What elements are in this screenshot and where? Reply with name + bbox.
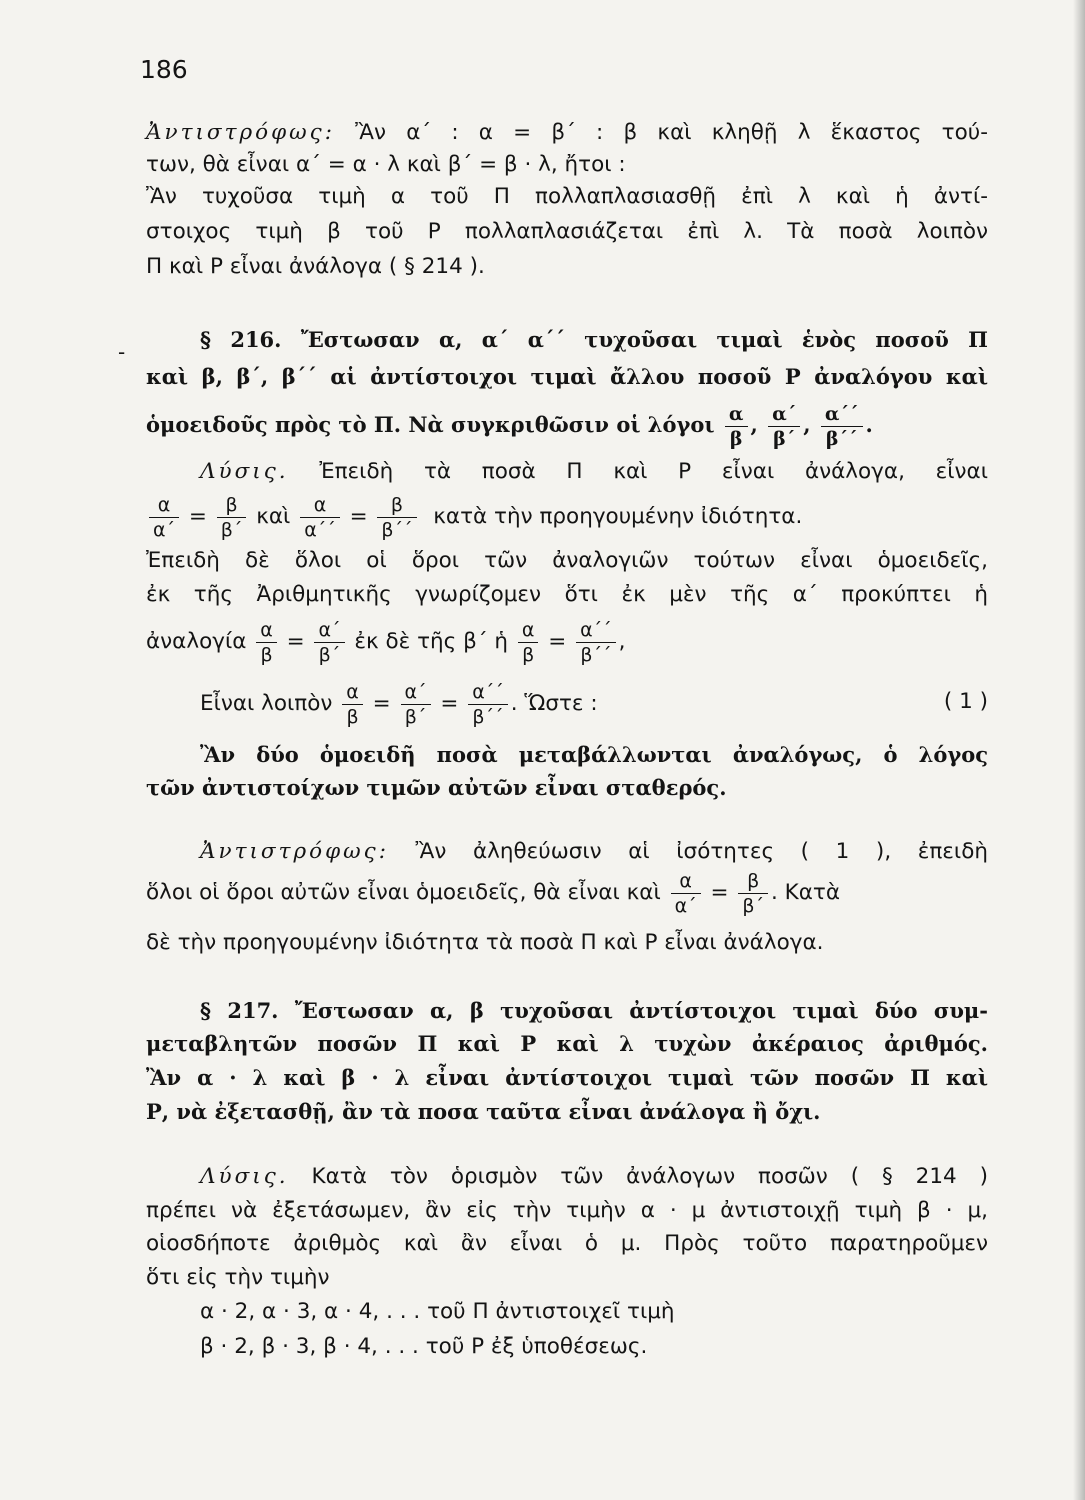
solution-2-line-3: οἱοσδήποτε ἀριθμὸς καὶ ἂν εἶναι ὁ μ. Πρὸς τοῦτο παρατηροῦμεν <box>146 1231 988 1256</box>
solution-1-line-5: ἀναλογία $\frac{\alpha}{\beta}$ = $\frac{\alpha΄}{\beta΄}$ ἐκ δὲ τῆς β΄ ἡ $\frac{\alpha}{\beta}$ = $\frac{\alpha΄΄}{\beta΄΄}$ , <box>146 618 626 666</box>
converse-label: Ἀντιστρόφως: <box>146 120 335 145</box>
solution-1-line-6: Εἶναι λοιπὸν $\frac{\alpha}{\beta}$ = $\frac{\alpha΄}{\beta΄}$ = $\frac{\alpha΄΄}{\beta΄΄}$ . Ὥστε : <box>200 680 598 728</box>
section-216-line-3: ὁμοειδοῦς πρὸς τὸ Π. Νὰ συγκριθῶσιν οἱ λόγοι $\frac{\alpha}{\beta}$ , $\frac{\alpha΄}{\beta΄}$ , $\frac{\alpha΄΄}{\beta΄΄}$ . <box>146 403 873 450</box>
section-217-line-3: Ἂν α · λ καὶ β · λ εἶναι ἀντίστοιχοι τιμαὶ τῶν ποσῶν Π καὶ <box>146 1065 988 1090</box>
rule-line-2: τῶν ἀντιστοίχων τιμῶν αὐτῶν εἶναι σταθερός. <box>146 775 727 800</box>
fraction: $\frac{\alpha΄΄}{\beta΄΄}$ <box>468 680 508 729</box>
rule-line-1: Ἂν δύο ὁμοειδῆ ποσὰ μεταβάλλωνται ἀναλόγως, ὁ λόγος <box>200 742 988 767</box>
page-edge-shadow <box>1073 0 1085 1500</box>
converse-1-line-5: Π καὶ Ρ εἶναι ἀνάλογα ( § 214 ). <box>146 254 485 279</box>
solution-2-line-6: β · 2, β · 3, β · 4, . . . τοῦ Ρ ἐξ ὑποθέσεως. <box>200 1334 648 1359</box>
fraction: $\frac{\alpha}{\alpha΄΄}$ <box>300 493 340 542</box>
fraction: $\frac{\alpha}{\beta}$ <box>518 618 539 667</box>
ratio-alpha1-beta1: $\frac{\alpha΄}{\beta΄}$ <box>768 402 800 451</box>
section-217-line-4: Ρ, νὰ ἐξετασθῇ, ἂν τὰ ποσα ταῦτα εἶναι ἀνάλογα ἢ ὄχι. <box>146 1099 821 1124</box>
fraction: $\frac{\alpha}{\beta}$ <box>342 680 363 729</box>
equation-ref-1: ( 1 ) <box>943 689 988 714</box>
converse-1-line-4: στοιχος τιμὴ β τοῦ Ρ πολλαπλασιάζεται ἐπὶ λ. Τὰ ποσὰ λοιπὸν <box>146 219 988 244</box>
solution-1-line-4: ἐκ τῆς Ἀριθμητικῆς γνωρίζομεν ὅτι ἐκ μὲν τῆς α΄ προκύπτει ἡ <box>146 582 988 607</box>
solution-2-line-1: Λύσις. Κατὰ τὸν ὁρισμὸν τῶν ἀνάλογων ποσῶν ( § 214 ) <box>200 1164 988 1189</box>
converse-label: Ἀντιστρόφως: <box>200 839 389 864</box>
fraction: $\frac{\alpha΄΄}{\beta΄΄}$ <box>576 618 616 667</box>
solution-1-line-1: Λύσις. Ἐπειδὴ τὰ ποσὰ Π καὶ Ρ εἶναι ἀνάλογα, εἶναι <box>200 459 988 484</box>
converse-1-line-3: Ἂν τυχοῦσα τιμὴ α τοῦ Π πολλαπλασιασθῇ ἐπὶ λ καὶ ἡ ἀντί- <box>146 184 988 209</box>
converse-1-line-2: των, θὰ εἶναι α΄ = α · λ καὶ β΄ = β · λ, ἤτοι : <box>146 152 626 177</box>
ratio-alpha-beta: $\frac{\alpha}{\beta}$ <box>725 402 748 451</box>
fraction: $\frac{\alpha΄}{\beta΄}$ <box>401 680 431 729</box>
converse-1-line-1: Ἀντιστρόφως: Ἂν α΄ : α = β΄ : β καὶ κληθῇ λ ἕκαστος τού- <box>146 120 988 145</box>
solution-2-line-5: α · 2, α · 3, α · 4, . . . τοῦ Π ἀντιστοιχεῖ τιμὴ <box>200 1299 675 1324</box>
solution-2-line-2: πρέπει νὰ ἐξετάσωμεν, ἂν εἰς τὴν τιμὴν α · μ ἀντιστοιχῇ τιμὴ β · μ, <box>146 1198 988 1223</box>
solution-label: Λύσις. <box>200 459 289 484</box>
fraction: $\frac{\beta}{\beta΄}$ <box>738 869 768 918</box>
section-217-line-2: μεταβλητῶν ποσῶν Π καὶ Ρ καὶ λ τυχὼν ἀκέραιος ἀριθμός. <box>146 1031 988 1056</box>
solution-2-line-4: ὅτι εἰς τὴν τιμὴν <box>146 1265 330 1290</box>
section-216-line-2: καὶ β, β΄, β΄΄ αἱ ἀντίστοιχοι τιμαὶ ἄλλου ποσοῦ Ρ ἀναλόγου καὶ <box>146 364 988 389</box>
fraction: $\frac{\alpha΄}{\beta΄}$ <box>314 618 344 667</box>
page-number: 186 <box>140 55 188 84</box>
section-216-line-1: § 216. Ἔστωσαν α, α΄ α΄΄ τυχοῦσαι τιμαὶ ἑνὸς ποσοῦ Π <box>200 327 988 352</box>
fraction: $\frac{\alpha}{\alpha΄}$ <box>149 493 179 542</box>
solution-label: Λύσις. <box>200 1164 289 1189</box>
converse-2-line-3: δὲ τὴν προηγουμένην ἰδιότητα τὰ ποσὰ Π καὶ Ρ εἶναι ἀνάλογα. <box>146 930 824 955</box>
converse-2-line-2: ὅλοι οἱ ὅροι αὐτῶν εἶναι ὁμοειδεῖς, θὰ εἶναι καὶ $\frac{\alpha}{\alpha΄}$ = $\frac{\beta}{\beta΄}$ . Κατὰ <box>146 869 841 917</box>
fraction: $\frac{\beta}{\beta΄΄}$ <box>377 493 416 542</box>
solution-1-line-2: $\frac{\alpha}{\alpha΄}$ = $\frac{\beta}{\beta΄}$ καὶ $\frac{\alpha}{\alpha΄΄}$ = $\frac{\beta}{\beta΄΄}$ κατὰ τὴν προηγουμένην ἰδιότητα. <box>146 488 988 546</box>
fraction: $\frac{\alpha}{\alpha΄}$ <box>671 869 701 918</box>
ratio-alpha2-beta2: $\frac{\alpha΄΄}{\beta΄΄}$ <box>821 402 863 451</box>
fraction: $\frac{\alpha}{\beta}$ <box>256 618 277 667</box>
section-217-line-1: § 217. Ἔστωσαν α, β τυχοῦσαι ἀντίστοιχοι τιμαὶ δύο συμ- <box>200 998 988 1023</box>
margin-mark: - <box>118 340 126 364</box>
converse-2-line-1: Ἀντιστρόφως: Ἂν ἀληθεύωσιν αἱ ἰσότητες ( 1 ), ἐπειδὴ <box>200 839 988 864</box>
fraction: $\frac{\beta}{\beta΄}$ <box>217 493 247 542</box>
solution-1-line-3: Ἐπειδὴ δὲ ὅλοι οἱ ὅροι τῶν ἀναλογιῶν τούτων εἶναι ὁμοειδεῖς, <box>146 548 988 573</box>
